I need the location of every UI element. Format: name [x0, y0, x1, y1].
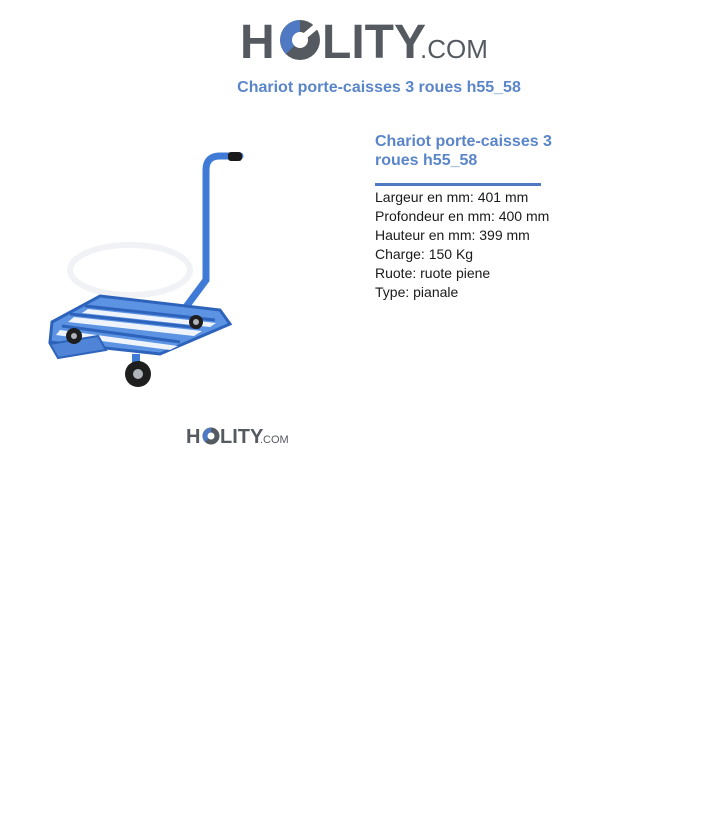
- spec-wheels: Ruote: ruote piene: [375, 265, 491, 281]
- svg-text:H: H: [186, 426, 201, 448]
- spec-depth: Profondeur en mm: 400 mm: [375, 208, 550, 224]
- svg-text:LITY: LITY: [220, 426, 264, 448]
- holity-logo: [238, 10, 488, 70]
- trolley-image: [30, 110, 270, 410]
- logo-o-icon-small: [203, 428, 220, 445]
- logo-o-icon: [280, 20, 320, 60]
- svg-text:.COM: .COM: [260, 434, 289, 446]
- logo-word-lity: LITY: [322, 16, 426, 69]
- spec-height: Hauteur en mm: 399 mm: [375, 227, 530, 243]
- spec-load: Charge: 150 Kg: [375, 246, 474, 262]
- product-info: [375, 132, 575, 302]
- product-title-line2: roues h55_58: [375, 152, 478, 169]
- logo-suffix-com: .COM: [420, 34, 488, 64]
- holity-logo-small: [186, 422, 296, 450]
- product-title-line1: Chariot porte-caisses 3: [375, 133, 552, 150]
- logo-letter-h: H: [240, 16, 275, 69]
- product-title: [375, 132, 575, 170]
- spec-width: Largeur en mm: 401 mm: [375, 189, 529, 205]
- page-title: Chariot porte-caisses 3 roues h55_58: [237, 79, 521, 96]
- title-divider: [375, 183, 541, 186]
- spec-type: Type: pianale: [375, 284, 459, 300]
